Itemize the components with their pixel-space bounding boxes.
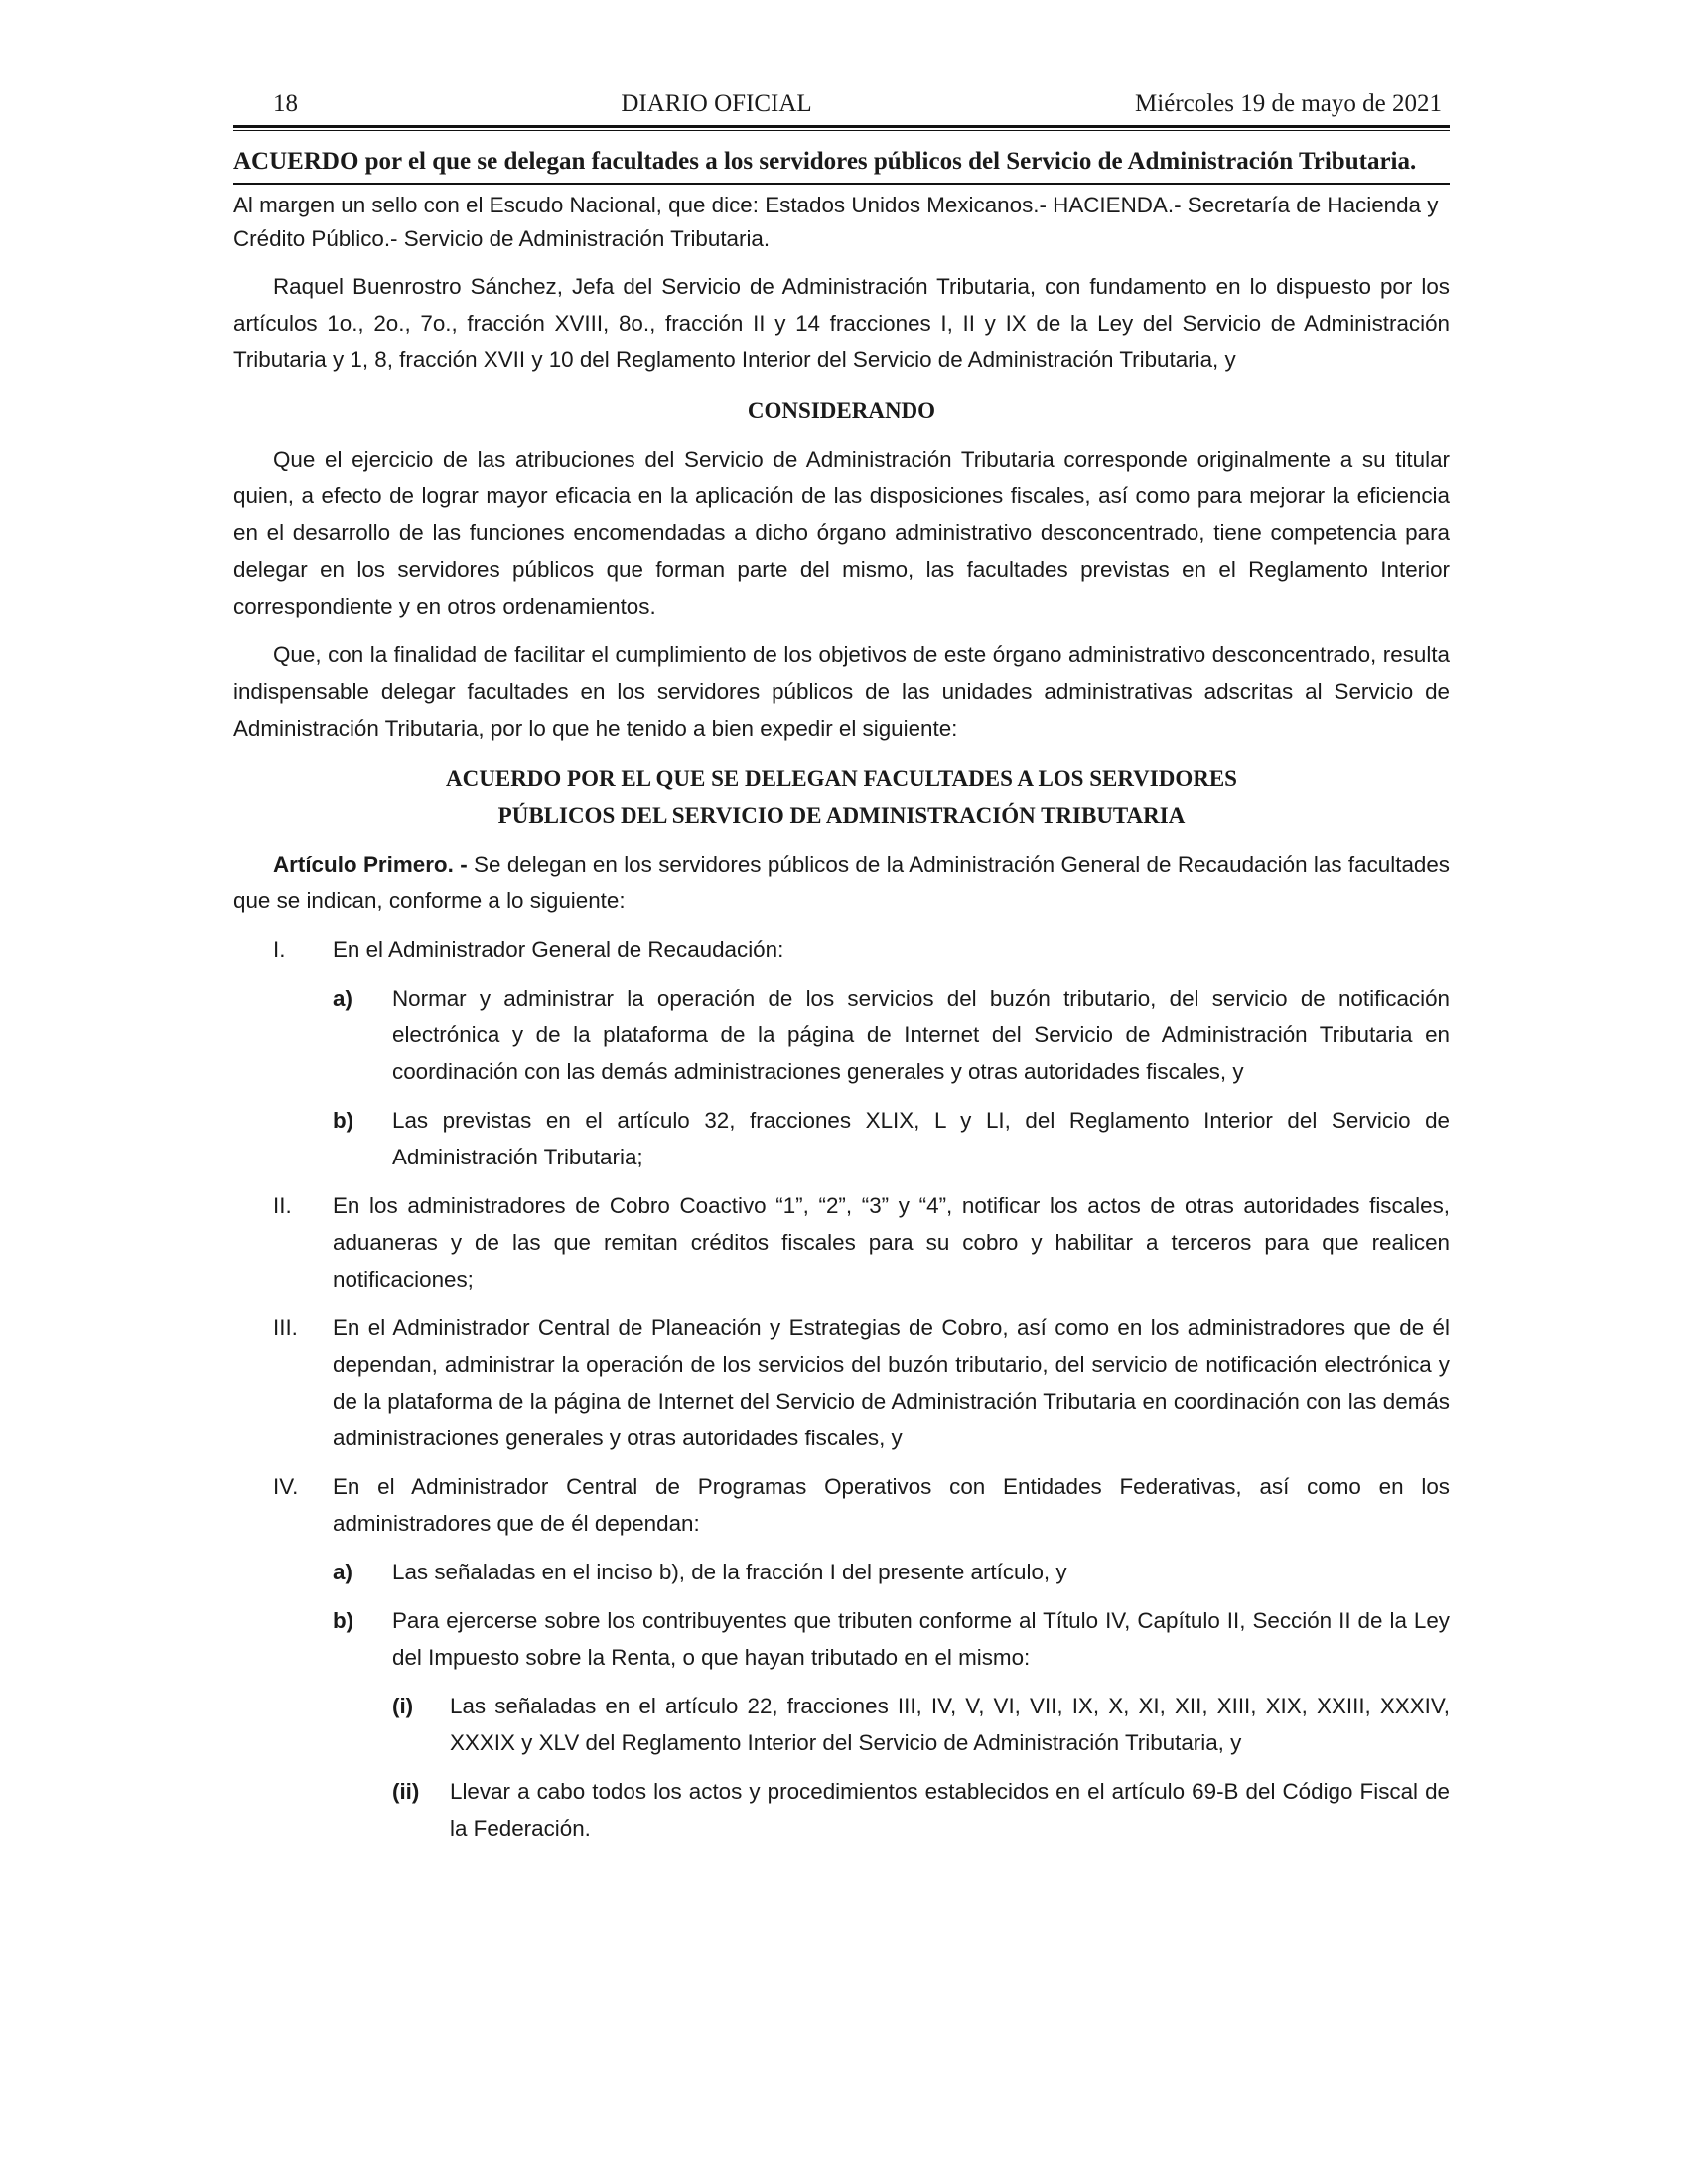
fraccion-iv-inciso-a [233, 1554, 1450, 1590]
fraccion-iv-subinciso-i [233, 1688, 1450, 1761]
fraccion-text: En el Administrador Central de Planeación y Estrategias de Cobro, así como en los administradores que de él dependan, administrar la operación de los servicios del buzón tributario, del servicio de notificación electrónica y de la plataforma de la página de Internet del Servicio de Administración Tributaria en coordinación con las demás administraciones generales y otras autoridades fiscales, y [333, 1315, 1450, 1450]
fraccion-iv-subinciso-ii [233, 1773, 1450, 1846]
fraccion-number: II. [273, 1193, 292, 1218]
document-title: ACUERDO por el que se delegan facultades a los servidores públicos del Servicio de Administración Tributaria. [233, 147, 1450, 185]
margin-note: Al margen un sello con el Escudo Nacional, que dice: Estados Unidos Mexicanos.- HACIENDA.- Secretaría de Hacienda y Crédito Público.- Servicio de Administración Tributaria. [233, 193, 1439, 251]
fraccion-iv [233, 1468, 1450, 1542]
fraccion-number: III. [273, 1315, 298, 1340]
fraccion-i-inciso-b [233, 1102, 1450, 1175]
considerando-heading: CONSIDERANDO [747, 398, 936, 423]
fraccion-text: En los administradores de Cobro Coactivo “1”, “2”, “3” y “4”, notificar los actos de otras autoridades fiscales, aduaneras y de las que remitan créditos fiscales para su cobro y habilitar a terceros para que realicen notificaciones; [333, 1193, 1450, 1292]
page-number: 18 [273, 90, 298, 117]
publication-name: DIARIO OFICIAL [621, 90, 812, 117]
considerando-paragraph-1: Que el ejercicio de las atribuciones del Servicio de Administración Tributaria corresponde originalmente a su titular quien, a efecto de lograr mayor eficacia en la aplicación de las disposiciones fiscales, así como para mejorar la eficiencia en el desarrollo de las funciones encomendadas a dicho órgano administrativo desconcentrado, tiene competencia para delegar en los servidores públicos que forman parte del mismo, las facultades previstas en el Reglamento Interior correspondiente y en otros ordenamientos. [233, 447, 1450, 618]
fraccion-i-inciso-a [233, 980, 1450, 1090]
inciso-text: Las previstas en el artículo 32, fracciones XLIX, L y LI, del Reglamento Interior del Servicio de Administración Tributaria; [392, 1108, 1450, 1169]
articulo-primero-text: Se delegan en los servidores públicos de la Administración General de Recaudación las facultades que se indican, conforme a lo siguiente: [233, 852, 1451, 913]
fraccion-i [233, 931, 1450, 968]
acuerdo-title-line-2: PÚBLICOS DEL SERVICIO DE ADMINISTRACIÓN TRIBUTARIA [497, 803, 1186, 828]
header-rule-thin [233, 130, 1450, 131]
subinciso-label: (ii) [392, 1779, 420, 1804]
fraccion-text: En el Administrador General de Recaudación: [333, 937, 784, 962]
page-header [233, 89, 1450, 125]
inciso-letter: a) [333, 986, 352, 1011]
fraccion-iv-inciso-b [233, 1602, 1450, 1676]
articulo-primero-label: Artículo Primero. - [273, 852, 468, 877]
acuerdo-title [233, 760, 1450, 834]
inciso-letter: b) [333, 1108, 354, 1133]
inciso-text: Normar y administrar la operación de los servicios del buzón tributario, del servicio de notificación electrónica y de la plataforma de la página de Internet del Servicio de Administración Tributaria en coordinación con las demás administraciones generales y otras autoridades fiscales, y [392, 986, 1450, 1084]
considerando-paragraph-2: Que, con la finalidad de facilitar el cumplimiento de los objetivos de este órgano administrativo desconcentrado, resulta indispensable delegar facultades en los servidores públicos de las unidades administrativas adscritas al Servicio de Administración Tributaria, por lo que he tenido a bien expedir el siguiente: [233, 642, 1450, 741]
fraccion-ii [233, 1187, 1450, 1297]
inciso-text: Las señaladas en el inciso b), de la fracción I del presente artículo, y [392, 1560, 1067, 1584]
inciso-letter: b) [333, 1608, 354, 1633]
articulo-primero [233, 846, 1450, 919]
subinciso-label: (i) [392, 1694, 414, 1718]
publication-date: Miércoles 19 de mayo de 2021 [1135, 90, 1442, 117]
inciso-letter: a) [333, 1560, 352, 1584]
document-page [233, 89, 1450, 1846]
header-rule-thick [233, 125, 1450, 128]
subinciso-text: Llevar a cabo todos los actos y procedimientos establecidos en el artículo 69-B del Código Fiscal de la Federación. [450, 1779, 1450, 1841]
fraccion-iii [233, 1309, 1450, 1456]
subinciso-text: Las señaladas en el artículo 22, fracciones III, IV, V, VI, VII, IX, X, XI, XII, XIII, XIX, XXIII, XXXIV, XXXIX y XLV del Reglamento Interior del Servicio de Administración Tributaria, y [450, 1694, 1450, 1755]
inciso-text: Para ejercerse sobre los contribuyentes que tributen conforme al Título IV, Capítulo II, Sección II de la Ley del Impuesto sobre la Renta, o que hayan tributado en el mismo: [392, 1608, 1450, 1670]
fraccion-number: IV. [273, 1474, 299, 1499]
preamble-paragraph: Raquel Buenrostro Sánchez, Jefa del Servicio de Administración Tributaria, con fundamento en lo dispuesto por los artículos 1o., 2o., 7o., fracción XVIII, 8o., fracción II y 14 fracciones I, II y IX de la Ley del Servicio de Administración Tributaria y 1, 8, fracción XVII y 10 del Reglamento Interior del Servicio de Administración Tributaria, y [233, 274, 1450, 372]
fraccion-number: I. [273, 937, 286, 962]
fraccion-text: En el Administrador Central de Programas Operativos con Entidades Federativas, así como en los administradores que de él dependan: [333, 1474, 1450, 1536]
acuerdo-title-line-1: ACUERDO POR EL QUE SE DELEGAN FACULTADES A LOS SERVIDORES [446, 766, 1237, 791]
